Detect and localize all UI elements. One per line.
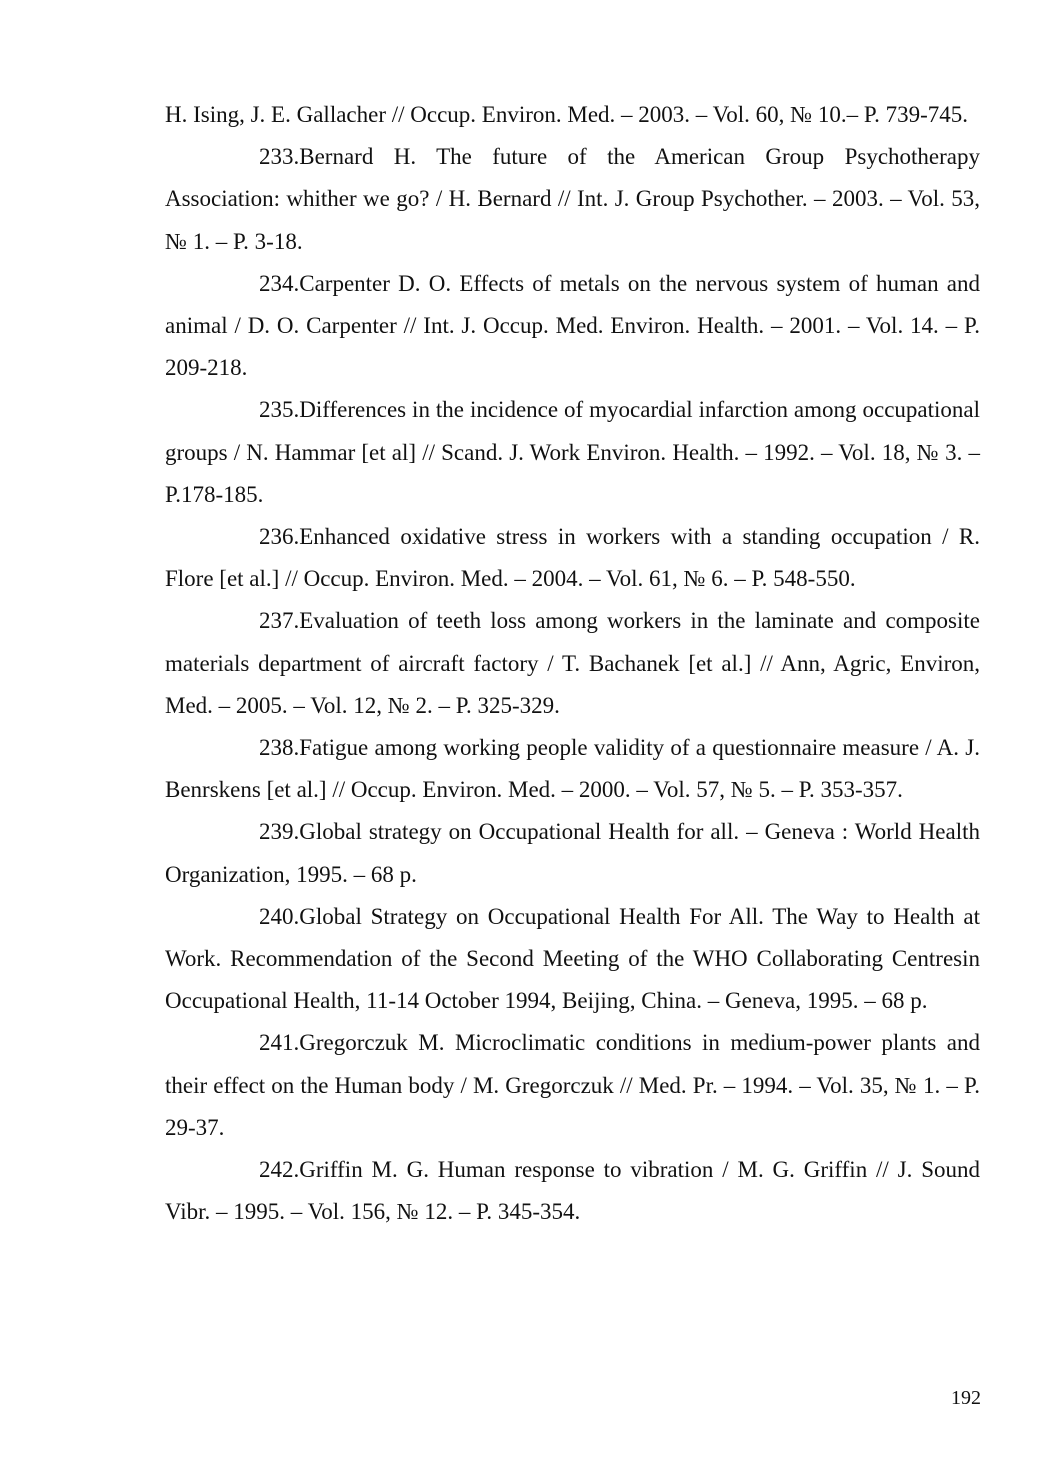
reference-entry-233 bbox=[165, 136, 980, 263]
reference-number: 241. bbox=[259, 1030, 300, 1056]
reference-number: 236. bbox=[259, 524, 300, 550]
reference-entry-239 bbox=[165, 811, 980, 895]
reference-entry-236 bbox=[165, 516, 980, 600]
reference-text: Differences in the incidence of myocardial infarction among occupational groups / N. Hammar [et al] // Scand. J. Work Environ. Health. – 1992. – Vol. 18, № 3. – P.178-185. bbox=[165, 397, 980, 507]
reference-number: 233. bbox=[259, 144, 300, 170]
reference-number: 234. bbox=[259, 270, 300, 296]
reference-text: Enhanced oxidative stress in workers with a standing occupation / R. Flore [et al.] // Occup. Environ. Med. – 2004. – Vol. 61, № 6. – P. 548-550. bbox=[165, 524, 980, 592]
reference-text: H. Ising, J. E. Gallacher // Occup. Environ. Med. – 2003. – Vol. 60, № 10.– P. 739-745. bbox=[165, 102, 969, 127]
reference-number: 239. bbox=[259, 819, 300, 845]
reference-entry-240 bbox=[165, 896, 980, 1023]
reference-number: 237. bbox=[259, 608, 300, 634]
reference-list bbox=[165, 94, 980, 1233]
reference-text: Bernard H. The future of the American Group Psychotherapy Association: whither we go? / H. Bernard // Int. J. Group Psychother. – 2003. – Vol. 53, № 1. – P. 3-18. bbox=[165, 144, 980, 254]
reference-number: 242. bbox=[259, 1157, 300, 1183]
reference-text: Gregorczuk M. Microclimatic conditions in medium-power plants and their effect on the Human body / M. Gregorczuk // Med. Pr. – 1994. – Vol. 35, № 1. – P. 29-37. bbox=[165, 1030, 980, 1140]
reference-entry-237 bbox=[165, 600, 980, 727]
reference-entry-234 bbox=[165, 263, 980, 390]
reference-number: 238. bbox=[259, 735, 300, 761]
reference-text: Global Strategy on Occupational Health For All. The Way to Health at Work. Recommendation of the Second Meeting of the WHO Collaborating Centresin Occupational Health, 11-14 October 1994, Beijing, China. – Geneva, 1995. – 68 p. bbox=[165, 903, 980, 1014]
page-number: 192 bbox=[951, 1387, 981, 1409]
reference-text: Evaluation of teeth loss among workers in the laminate and composite materials department of aircraft factory / T. Bachanek [et al.] // Ann, Agric, Environ, Med. – 2005. – Vol. 12, № 2. – P. 325-329. bbox=[165, 608, 980, 718]
reference-text: Fatigue among working people validity of a questionnaire measure / A. J. Benrskens [et al.] // Occup. Environ. Med. – 2000. – Vol. 57, № 5. – P. 353-357. bbox=[165, 735, 980, 803]
reference-text: Carpenter D. O. Effects of metals on the nervous system of human and animal / D. O. Carpenter // Int. J. Occup. Med. Environ. Health. – 2001. – Vol. 14. – P. 209-218. bbox=[165, 270, 980, 381]
reference-entry-238 bbox=[165, 727, 980, 811]
reference-entry-242 bbox=[165, 1149, 980, 1233]
reference-entry-241 bbox=[165, 1022, 980, 1149]
reference-entry-235 bbox=[165, 389, 980, 516]
reference-entry-continued bbox=[165, 94, 980, 136]
reference-text: Global strategy on Occupational Health for all. – Geneva : World Health Organization, 1995. – 68 p. bbox=[165, 819, 980, 887]
reference-text: Griffin M. G. Human response to vibration / M. G. Griffin // J. Sound Vibr. – 1995. – Vol. 156, № 12. – P. 345-354. bbox=[165, 1157, 980, 1225]
reference-number: 240. bbox=[259, 903, 300, 929]
reference-number: 235. bbox=[259, 397, 300, 423]
